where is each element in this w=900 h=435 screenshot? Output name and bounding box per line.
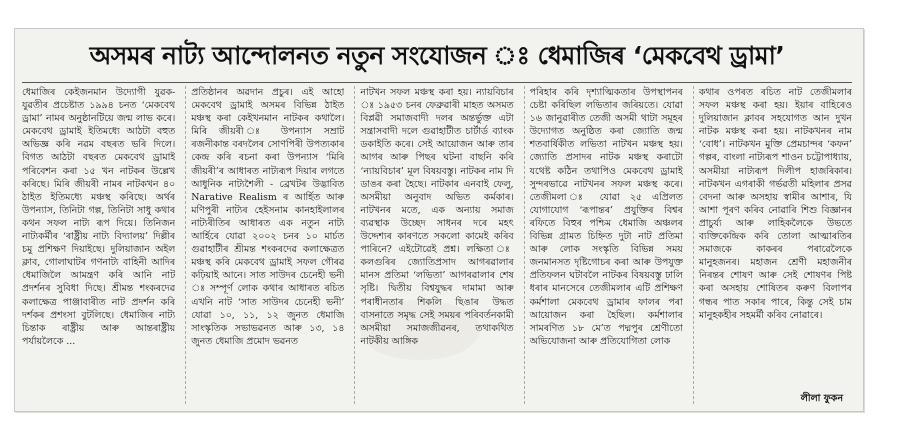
article-headline: অসমৰ নাট্য আন্দোলনত নতুন সংযোজন ঃ ধেমাজিৰ ‘মেকবেথ ড্ৰামা’ [89,41,785,70]
column-text: কথাৰ ওপৰত ৰচিত নাট তেজীমলাৰ সফল মঞ্চস্থ কৰা হয়। ইয়াৰ বাহিৰেও দুলিয়াজান ক্লাবৰ সহযোগত আন দুখন নাটক মঞ্চস্থ কৰা হয়। নাটকখনৰ নাম ‘বোধ’। নাটকখন মুক্তি প্ৰেমচান্দৰ ‘কফন’ গল্পৰ, বাংলা নাট্যৰূপ শাওন চট্টোপাধ্যায়, অসমীয়া নাট্যৰূপ দিলীপ হাজৰিকাৰ। নাটকখন এগৰাকী গৰ্ভৱতী মহিলাৰ প্ৰসৱ বেদনা আৰু অসহায় স্বামীৰ আশাৰ, যি আশা পূৰণ কৰিব নোৱাৰি শিশু বিজ্ঞানৰ প্ৰাচুৰ্য্য আৰু লাহিকলৈকে উভতে ব্যক্তিকেন্দ্ৰিক কৰি তোলা আত্মাৰতিৰ সমাজকে কাকৰৰ পৰাৱেলৈকে মানুহজনৰ। মহাজন শ্ৰেণী মহাজনীৰ নিৰন্তৰ শোষণ আৰু সেই শোষণৰ পিষ্ট কৰা অসহায় শোষিতৰ কৰুণ বিলাপৰ গন্ধৰ পাত সকাৰ পাৰে, কিন্তু সেই চাম মানুহকহীৰ সহমৰ্মী কৰিব নোৱাৰে। [698,87,853,321]
column-text: প্ৰতিষ্ঠানৰ অৱদান প্ৰচুৰ। এই আহো মেকবেথ ড্ৰামাই অসমৰ বিভিন্ন ঠাইত মঞ্চস্থ কৰা কেইখনমান নাটকৰ কথালৈ। মিৰি জীয়ৰী ঃ উপন্যাস সম্ৰাট ৰজনীকান্ত বৰদলৈৰ সোণপিৰী উপত্যকাৰ কেন্দ্ৰ কৰি ৰচনা কৰা উপন্যাস ‘মিৰি জীয়ৰী’ৰ আধাৰত নাট্যৰূপ দিয়াৰ লগতে আধুনিক নাট্যশৈলী - ব্ৰেখটৰ উদ্ভাবিত Narative Realism ৰ আৰ্হিত আৰু মণিপুৰী নাট্যৰ হেইসনাম কানহাইলালৰ নাট্যৰীতিৰ আধাৰত এক নতুন নাট্য আৰ্হিৰে যোৱা ২০০২ চনৰ ১০ মাৰ্চত গুৱাহাটীৰ শ্ৰীমন্ত শংকৰদেৱ কলাক্ষেত্ৰত মঞ্চস্থ কৰি মেকবেথ ড্ৰামাই সফল গৌৰৱ কঢ়িয়াই আনে। সাত সাউদৰ চেনেহী ভনী ঃ সম্পূৰ্ণ লোক কথাৰ আধাৰত ৰচিত এখনি নাট ‘সাত সাউদৰ চেনেহী ভনী’ যোৱা ১০, ১১, ১২ জুনত ধেমাজি সাংস্কৃতিক সভাভৱনত আৰু ১৩, ১৪ জুনত ধেমাজি প্ৰমোদ ভৱনত [191,87,345,347]
article-column-3 [354,86,513,404]
column-text: নাটখন সফল মঞ্চস্থ কৰা হয়। ন্যায়বিচাৰ ঃ ১৯৫৩ চনৰ ফেব্ৰুৱাৰী মাহত অসমত বিপ্লৱী সমাজবাদী দলৰ অন্তৰ্ভুক্ত এটা সন্ত্ৰাসবাদী দলে গুৱাহাটীত চাৰ্টাৰ্ড ব্যাংক ডকাইতি কৰে। সেই আয়োজন আৰু তাৰ আগৰ আৰু পিছৰ ঘটনা বাছনি কৰি ‘ন্যায়বিচাৰ’ মূল বিষয়বস্তু। নাটকৰ নাম দি ডাঙৰ কৰা হৈছে। নাটকাৰ এনবাই ফেলু, অসমীয়া অনুবাদ অভিত কৰ্মকাৰ। নাটখনৰ মতে, এক অন্যায় সমাজ ব্যৱস্থাক উচ্ছেদ সাধনৰ দৰে মহৎ উদ্দেশ্যৰ কাৰণতে সকলো কামেই কৰিব পাৰিনে? এইটোৱেই প্ৰশ্ন। লক্ষিতা ঃ কলগুৰিৰ জ্যোতিপ্ৰসাদ আগৰৱালাৰ মানস প্ৰতিমা ‘লভিতা’ আগৰৱালাৰ শেষ সৃষ্টি। দ্বিতীয় বিশ্বযুদ্ধৰ দামামা আৰু পৰাধীনতাৰ শিকলি ছিঙাৰ উদ্ধত বাসনাতে সমৃদ্ধ সেই সময়ৰ পৰিবৰ্তনকামী অসমীয়া সমাজজীৱনৰ, তথাকথিত নাটকীয় আঙ্গিক [360,87,514,347]
headline-rule [22,82,852,83]
article-body [22,86,852,404]
author-byline: লীলা ফুকন [800,393,843,404]
column-text: ধেমাজিৰ কেইজনমান উদ্যোগী যুৱক-যুৱতীৰ প্ৰচেষ্টাত ১৯৯৪ চনত ‘মেকবেথ ড্ৰামা’ নামৰ অনুষ্ঠানটিয়ে জন্ম লাভ কৰে। মেকবেথ ড্ৰামাই ইতিমধ্যে আঠটা বহুত অভিজ্ঞ কৰি নৱম বছৰত ভৰি দিলে। বিগত আঠটা বছৰত মেকবেথ ড্ৰামাই পৰিবেশন কৰা ১৫ খন নাটকৰ উল্লেখ কৰিছে। মিৰি জীয়ৰী নামৰ নাটকখন ৪০ ঠাইত ইতিমধ্যে মঞ্চস্থ কৰিছে। অৰ্থৰ উপন্যাস, তিনিটা গল্প, তিনিটা সাধু কথাৰ কথন সফল নাট্য ৰূপ দিয়ে। তিনিজন নাট্যকৰ্মীৰ ‘ৰাষ্ট্ৰীয় নাট্য বিদ্যালয়’ দিল্লীৰ চমু প্ৰশিক্ষণ দিয়াইছে। দুলিয়াজান অইল ক্লাব, গোলাঘাটৰ গণনাট্য বাহিনী আদিৰ ধেমাজিলৈ আমন্ত্ৰণ কৰি আনি নাট প্ৰদৰ্শনৰ সুবিধা দিছে। শ্ৰীমন্ত শংকৰদেৱ কলাক্ষেত্ৰ পাঞ্জাবাৰীত নাট প্ৰদৰ্শন কৰি দৰ্শকৰ প্ৰশংসা বুটলিছে। ধেমাজিৰ নাট্য চিন্তাক ৰাষ্ট্ৰীয় আৰু আন্তৰাষ্ট্ৰীয় পৰ্যায়লৈকে ... [22,87,176,347]
article-column-5 [693,86,852,404]
column-text: পৰিহাৰ কৰি দৃশ্যাত্মিকতাৰ উপস্থাপনৰ চেষ্টা কৰিছিল লভিতাৰ জৰিয়তে। যোৱা ১৬ জানুৱাৰীত তেজী অসমী থাটা সমূহৰ উদ্যোগত অনুষ্ঠিত কৰা জ্যোতি জন্ম শতবাৰ্ষিকীত লভিতা নাটখন মঞ্চস্থ হয়। জ্যোতি প্ৰসাদৰ নাটক মঞ্চস্থ কৰাটো যথেষ্ট কঠিন তথাপিও মেকবেথ ড্ৰামাই সুন্দৰভাৱে নাটখনৰ সফল মঞ্চস্থ কৰে। তেজীমলা ঃ যোৱা ২৫ এপ্ৰিলত যোগাযোগ ‘ৰূপান্তৰ’ প্ৰযুক্তিৰ বিশ্বৰ ৰফিতে বিহুৰ পশ্চিম ধেমাজি অঞ্চলৰ বিভিন্ন গ্ৰামত চিহ্নিত দুটা নাট প্ৰতিমা আৰু লোক সংস্কৃতি বিভিন্ন সময় জনমানসত দৃষ্টিগোচৰ কৰা আৰু উপযুক্ত প্ৰতিফলন ঘটাবলৈ নাটকৰ বিষয়বস্তু ঢালি ধৰাৰ মানসেৰে তেজীমলাৰ এটি প্ৰশিক্ষণ কৰ্মশালা মেকবেথ ড্ৰামাৰ ফালৰ পৰা আয়োজন কৰা হৈছিল। কৰ্মশালাৰ সামৰণিত ১৮ মে’ত পদ্মপুৰ শ্ৰেণীতো অভিযোজনা আৰু প্ৰতিযোগিতা লোক [529,87,683,347]
article-column-1 [22,86,175,404]
article-column-4 [524,86,683,404]
article-column-2 [185,86,344,404]
